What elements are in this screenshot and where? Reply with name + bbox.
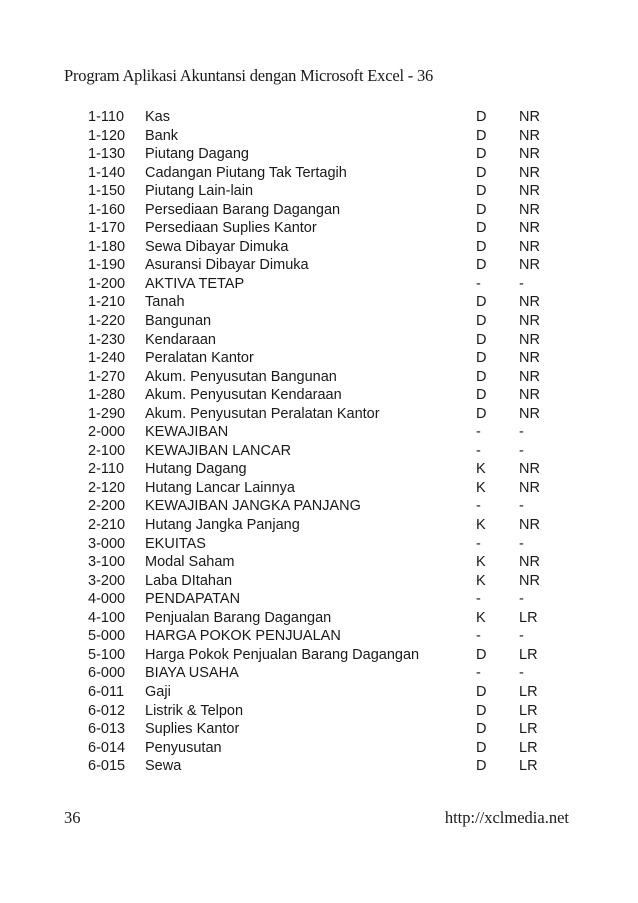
account-report-type: NR (519, 479, 540, 496)
account-name: Sewa Dibayar Dimuka (145, 238, 289, 255)
account-normal-balance: D (476, 109, 487, 125)
account-report-type: LR (519, 646, 538, 663)
account-code: 2-210 (88, 517, 126, 534)
account-code: 1-230 (88, 331, 126, 348)
account-name: AKTIVA TETAP (145, 275, 245, 292)
account-report-type: - (519, 535, 524, 552)
account-report-type: LR (519, 758, 538, 775)
account-code: 2-200 (88, 498, 126, 515)
account-report-type: - (519, 442, 524, 459)
account-normal-balance: D (476, 739, 487, 756)
account-row (0, 516, 638, 535)
account-code: 1-280 (88, 387, 126, 404)
account-code: 1-270 (88, 368, 126, 385)
account-code: 1-180 (88, 238, 126, 255)
account-code: 6-013 (88, 721, 126, 738)
account-report-type: LR (519, 609, 538, 626)
account-code: 1-170 (88, 220, 126, 237)
account-name: KEWAJIBAN (145, 424, 229, 441)
account-normal-balance: D (476, 313, 487, 330)
account-code: 1-220 (88, 313, 126, 330)
account-name: Persediaan Suplies Kantor (145, 220, 317, 237)
account-name: KEWAJIBAN LANCAR (145, 442, 292, 459)
account-report-type: NR (519, 331, 540, 348)
account-report-type: NR (519, 109, 540, 125)
account-code: 1-130 (88, 146, 126, 163)
account-normal-balance: - (476, 424, 481, 441)
account-code: 6-014 (88, 739, 126, 756)
account-normal-balance: - (476, 535, 481, 552)
account-normal-balance: D (476, 238, 487, 255)
account-normal-balance: K (476, 461, 486, 478)
account-normal-balance: - (476, 591, 481, 608)
account-name: Listrik & Telpon (145, 702, 244, 719)
account-name: Hutang Dagang (145, 461, 247, 478)
account-report-type: NR (519, 238, 540, 255)
account-report-type: NR (519, 461, 540, 478)
account-normal-balance: K (476, 572, 486, 589)
account-normal-balance: K (476, 517, 486, 534)
account-report-type: LR (519, 721, 538, 738)
account-name: KEWAJIBAN JANGKA PANJANG (145, 498, 361, 515)
account-code: 6-011 (88, 683, 125, 700)
account-row (0, 702, 638, 721)
account-code: 3-200 (88, 572, 126, 589)
account-report-type: NR (519, 164, 540, 181)
account-normal-balance: D (476, 646, 487, 663)
account-report-type: NR (519, 350, 540, 367)
account-code: 1-150 (88, 183, 126, 200)
account-normal-balance: D (476, 183, 487, 200)
account-row (0, 460, 638, 479)
account-normal-balance: D (476, 257, 487, 274)
account-name: Akum. Penyusutan Peralatan Kantor (145, 405, 380, 422)
account-list (0, 108, 638, 776)
account-normal-balance: D (476, 721, 487, 738)
account-name: Penyusutan (145, 739, 222, 756)
account-normal-balance: D (476, 350, 487, 367)
account-normal-balance: - (476, 665, 481, 682)
account-row (0, 739, 638, 758)
account-name: Peralatan Kantor (145, 350, 254, 367)
account-code: 4-000 (88, 591, 126, 608)
account-row (0, 201, 638, 220)
account-row (0, 368, 638, 387)
account-normal-balance: D (476, 331, 487, 348)
account-name: Akum. Penyusutan Bangunan (145, 368, 337, 385)
page-header: Program Aplikasi Akuntansi dengan Microsoft Excel - 36 (64, 66, 434, 85)
account-name: Gaji (145, 683, 171, 700)
account-name: Kendaraan (145, 331, 216, 348)
account-name: Asuransi Dibayar Dimuka (145, 257, 309, 274)
account-row (0, 535, 638, 554)
account-normal-balance: K (476, 479, 486, 496)
account-row (0, 349, 638, 368)
account-row (0, 312, 638, 331)
account-normal-balance: D (476, 201, 487, 218)
account-row (0, 145, 638, 164)
account-row (0, 572, 638, 591)
account-report-type: - (519, 424, 524, 441)
account-name: Persediaan Barang Dagangan (145, 201, 341, 218)
account-name: Suplies Kantor (145, 721, 240, 738)
account-code: 2-110 (88, 461, 125, 478)
account-normal-balance: D (476, 220, 487, 237)
account-report-type: NR (519, 220, 540, 237)
account-row (0, 609, 638, 628)
account-name: Piutang Lain-lain (145, 183, 254, 200)
account-name: Harga Pokok Penjualan Barang Dagangan (145, 646, 420, 663)
account-row (0, 664, 638, 683)
account-report-type: LR (519, 739, 538, 756)
account-code: 6-012 (88, 702, 126, 719)
account-report-type: NR (519, 201, 540, 218)
account-name: Penjualan Barang Dagangan (145, 609, 332, 626)
account-normal-balance: D (476, 758, 487, 775)
account-report-type: - (519, 275, 524, 292)
account-report-type: LR (519, 702, 538, 719)
account-code: 1-200 (88, 275, 126, 292)
account-code: 1-190 (88, 257, 126, 274)
account-report-type: NR (519, 183, 540, 200)
account-row (0, 720, 638, 739)
account-normal-balance: D (476, 405, 487, 422)
account-code: 2-000 (88, 424, 126, 441)
account-code: 3-100 (88, 554, 126, 571)
account-row (0, 627, 638, 646)
account-normal-balance: - (476, 498, 481, 515)
account-name: Tanah (145, 294, 185, 311)
account-code: 1-120 (88, 127, 126, 144)
account-report-type: LR (519, 683, 538, 700)
account-name: Hutang Lancar Lainnya (145, 479, 295, 496)
account-row (0, 590, 638, 609)
account-name: Bank (145, 127, 179, 144)
account-normal-balance: D (476, 702, 487, 719)
account-name: Cadangan Piutang Tak Tertagih (145, 164, 347, 181)
account-normal-balance: - (476, 628, 481, 645)
account-report-type: - (519, 591, 524, 608)
account-name: PENDAPATAN (145, 591, 241, 608)
account-row (0, 405, 638, 424)
account-row (0, 127, 638, 146)
account-row (0, 386, 638, 405)
account-code: 2-120 (88, 479, 126, 496)
account-row (0, 275, 638, 294)
account-report-type: - (519, 628, 524, 645)
account-code: 1-240 (88, 350, 126, 367)
account-code: 1-110 (88, 109, 125, 125)
account-name: EKUITAS (145, 535, 206, 552)
account-report-type: NR (519, 313, 540, 330)
account-row (0, 683, 638, 702)
account-report-type: NR (519, 387, 540, 404)
account-code: 1-160 (88, 201, 126, 218)
account-report-type: NR (519, 554, 540, 571)
account-code: 3-000 (88, 535, 126, 552)
account-name: Laba DItahan (145, 572, 233, 589)
account-normal-balance: - (476, 442, 481, 459)
account-row (0, 331, 638, 350)
account-code: 5-000 (88, 628, 126, 645)
account-report-type: NR (519, 368, 540, 385)
account-name: Kas (145, 109, 170, 125)
account-code: 1-210 (88, 294, 126, 311)
account-normal-balance: D (476, 164, 487, 181)
account-report-type: NR (519, 572, 540, 589)
account-row (0, 553, 638, 572)
account-normal-balance: K (476, 609, 486, 626)
account-code: 1-140 (88, 164, 126, 181)
account-row (0, 108, 638, 127)
account-report-type: - (519, 498, 524, 515)
account-report-type: NR (519, 257, 540, 274)
footer-url: http://xclmedia.net (444, 808, 569, 827)
page-number: 36 (64, 808, 81, 827)
account-report-type: NR (519, 146, 540, 163)
account-report-type: NR (519, 294, 540, 311)
account-report-type: NR (519, 127, 540, 144)
account-row (0, 479, 638, 498)
account-normal-balance: D (476, 368, 487, 385)
account-report-type: NR (519, 517, 540, 534)
account-row (0, 442, 638, 461)
account-code: 5-100 (88, 646, 126, 663)
account-normal-balance: D (476, 146, 487, 163)
account-normal-balance: D (476, 294, 487, 311)
account-name: HARGA POKOK PENJUALAN (145, 628, 341, 645)
account-code: 1-290 (88, 405, 126, 422)
account-code: 2-100 (88, 442, 126, 459)
account-name: BIAYA USAHA (145, 665, 239, 682)
account-name: Akum. Penyusutan Kendaraan (145, 387, 342, 404)
account-row (0, 182, 638, 201)
account-code: 6-000 (88, 665, 126, 682)
account-row (0, 219, 638, 238)
account-name: Bangunan (145, 313, 212, 330)
account-name: Piutang Dagang (145, 146, 249, 163)
account-normal-balance: D (476, 683, 487, 700)
account-row (0, 757, 638, 776)
account-report-type: NR (519, 405, 540, 422)
account-row (0, 164, 638, 183)
account-row (0, 423, 638, 442)
account-name: Sewa (145, 758, 182, 775)
account-normal-balance: - (476, 275, 481, 292)
account-row (0, 238, 638, 257)
account-code: 6-015 (88, 758, 126, 775)
account-row (0, 293, 638, 312)
account-normal-balance: D (476, 127, 487, 144)
account-row (0, 646, 638, 665)
account-report-type: - (519, 665, 524, 682)
account-row (0, 497, 638, 516)
account-row (0, 256, 638, 275)
account-normal-balance: K (476, 554, 486, 571)
account-normal-balance: D (476, 387, 487, 404)
account-name: Hutang Jangka Panjang (145, 517, 300, 534)
account-code: 4-100 (88, 609, 126, 626)
account-name: Modal Saham (145, 554, 235, 571)
